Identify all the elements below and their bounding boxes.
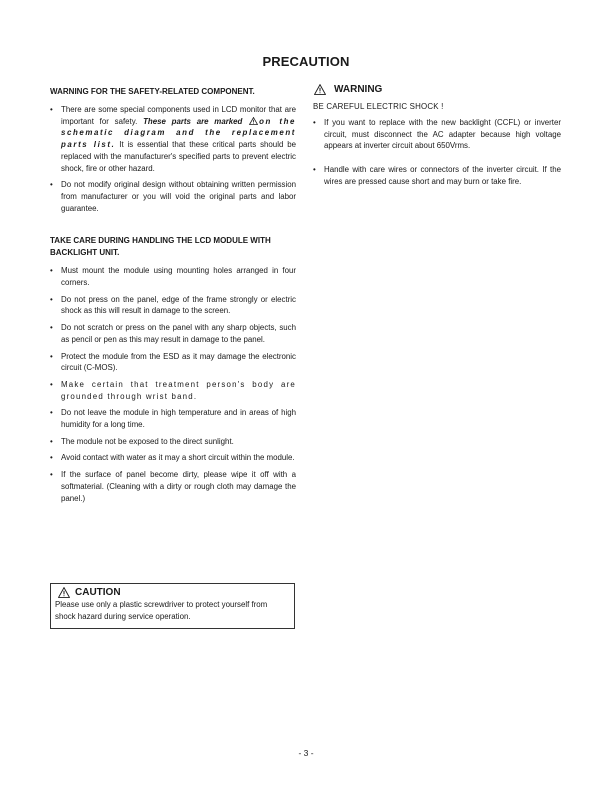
list-item — [50, 407, 296, 430]
warning-subtitle: BE CAREFUL ELECTRIC SHOCK ! — [313, 102, 444, 111]
bullet-dot: • — [313, 165, 316, 175]
safety-component-heading: WARNING FOR THE SAFETY-RELATED COMPONENT. — [50, 87, 255, 96]
bullet-dot: • — [313, 118, 316, 127]
caution-box — [50, 583, 295, 629]
bullet-dot: • — [50, 436, 53, 446]
list-item-text: The module not be exposed to the direct sunlight. — [61, 436, 234, 446]
safety-item-1-text: There are some special components used in LCD monitor that are important for safety. — [61, 105, 296, 126]
warning-title: WARNING — [334, 84, 383, 95]
bullet-dot: • — [50, 470, 53, 480]
bullet-dot: • — [50, 105, 53, 114]
bullet-dot: • — [50, 323, 53, 333]
list-item — [50, 452, 296, 464]
list-item — [50, 436, 296, 448]
safety-item-1-rest: It is essential that these critical parts should be replaced with the manufacturer's specified parts to prevent electric shock, fire or other hazard. — [61, 140, 296, 173]
list-item-text: Do not press on the panel, edge of the frame strongly or electric shock as this will result in damage to the screen. — [61, 294, 296, 316]
caution-triangle-icon — [58, 587, 70, 598]
warning-heading — [313, 84, 561, 95]
bullet-dot: • — [50, 294, 53, 304]
bullet-dot: • — [50, 408, 53, 418]
caution-title: CAUTION — [75, 587, 121, 598]
list-item-text: Must mount the module using mounting holes arranged in four corners. — [61, 266, 296, 288]
page-title: PRECAUTION — [262, 54, 350, 69]
warning-triangle-icon — [314, 84, 326, 95]
caution-text: Please use only a plastic screwdriver to protect yourself from shock hazard during service operation. — [55, 600, 268, 621]
list-item — [50, 322, 296, 345]
warning-list — [313, 117, 561, 188]
list-item-text: Handle with care wires or connectors of the inverter circuit. If the wires are pressed cause short and may burn or take fire. — [324, 165, 561, 186]
list-item-text: Protect the module from the ESD as it may damage the electronic circuit (C-MOS). — [61, 351, 296, 373]
safety-item-2-text: Do not modify original design without obtaining written permission from manufacturer or you will void the original parts and labor guarantee. — [61, 180, 296, 213]
list-item-text: Do not scratch or press on the panel with any sharp objects, such as pencil or pen as this may result in damage to the panel. — [61, 323, 296, 344]
list-item — [313, 164, 561, 187]
list-item — [50, 469, 296, 504]
handling-list — [50, 265, 296, 504]
list-item — [50, 294, 296, 317]
list-item-text: If you want to replace with the new backlight (CCFL) or inverter circuit, must disconnect the AC adapter because high voltage appears at inverter circuit about 650Vrms. — [324, 118, 561, 151]
list-item-text: Avoid contact with water as it may a short circuit within the module. — [61, 453, 295, 463]
safety-list — [50, 104, 296, 214]
list-item-text: Make certain that treatment person's body are grounded through wrist band. — [61, 379, 296, 401]
caution-heading — [55, 587, 290, 598]
bullet-dot: • — [50, 351, 53, 361]
bullet-dot: • — [50, 379, 53, 389]
right-column — [313, 84, 561, 193]
list-item — [50, 104, 296, 174]
list-item — [50, 179, 296, 214]
page-number: - 3 - — [298, 748, 314, 758]
bullet-dot: • — [50, 266, 53, 276]
list-item-text: If the surface of panel become dirty, please wipe it off with a softmaterial. (Cleaning with a dirty or rough cloth may damage the panel.) — [61, 470, 296, 503]
warning-triangle-icon — [249, 117, 258, 125]
list-item — [50, 351, 296, 374]
list-item — [50, 379, 296, 402]
left-column — [50, 86, 296, 509]
handling-heading: TAKE CARE DURING HANDLING THE LCD MODULE WITH BACKLIGHT UNIT. — [50, 236, 271, 258]
list-item — [313, 117, 561, 152]
safety-item-1-bold: These parts are marked — [143, 116, 249, 126]
bullet-dot: • — [50, 180, 53, 190]
list-item-text: Do not leave the module in high temperature and in areas of high humidity for a long time. — [61, 408, 296, 430]
bullet-dot: • — [50, 453, 53, 463]
list-item — [50, 265, 296, 288]
safety-item-1-bold-2: on the schematic diagram and the replacement parts list. — [61, 116, 296, 150]
